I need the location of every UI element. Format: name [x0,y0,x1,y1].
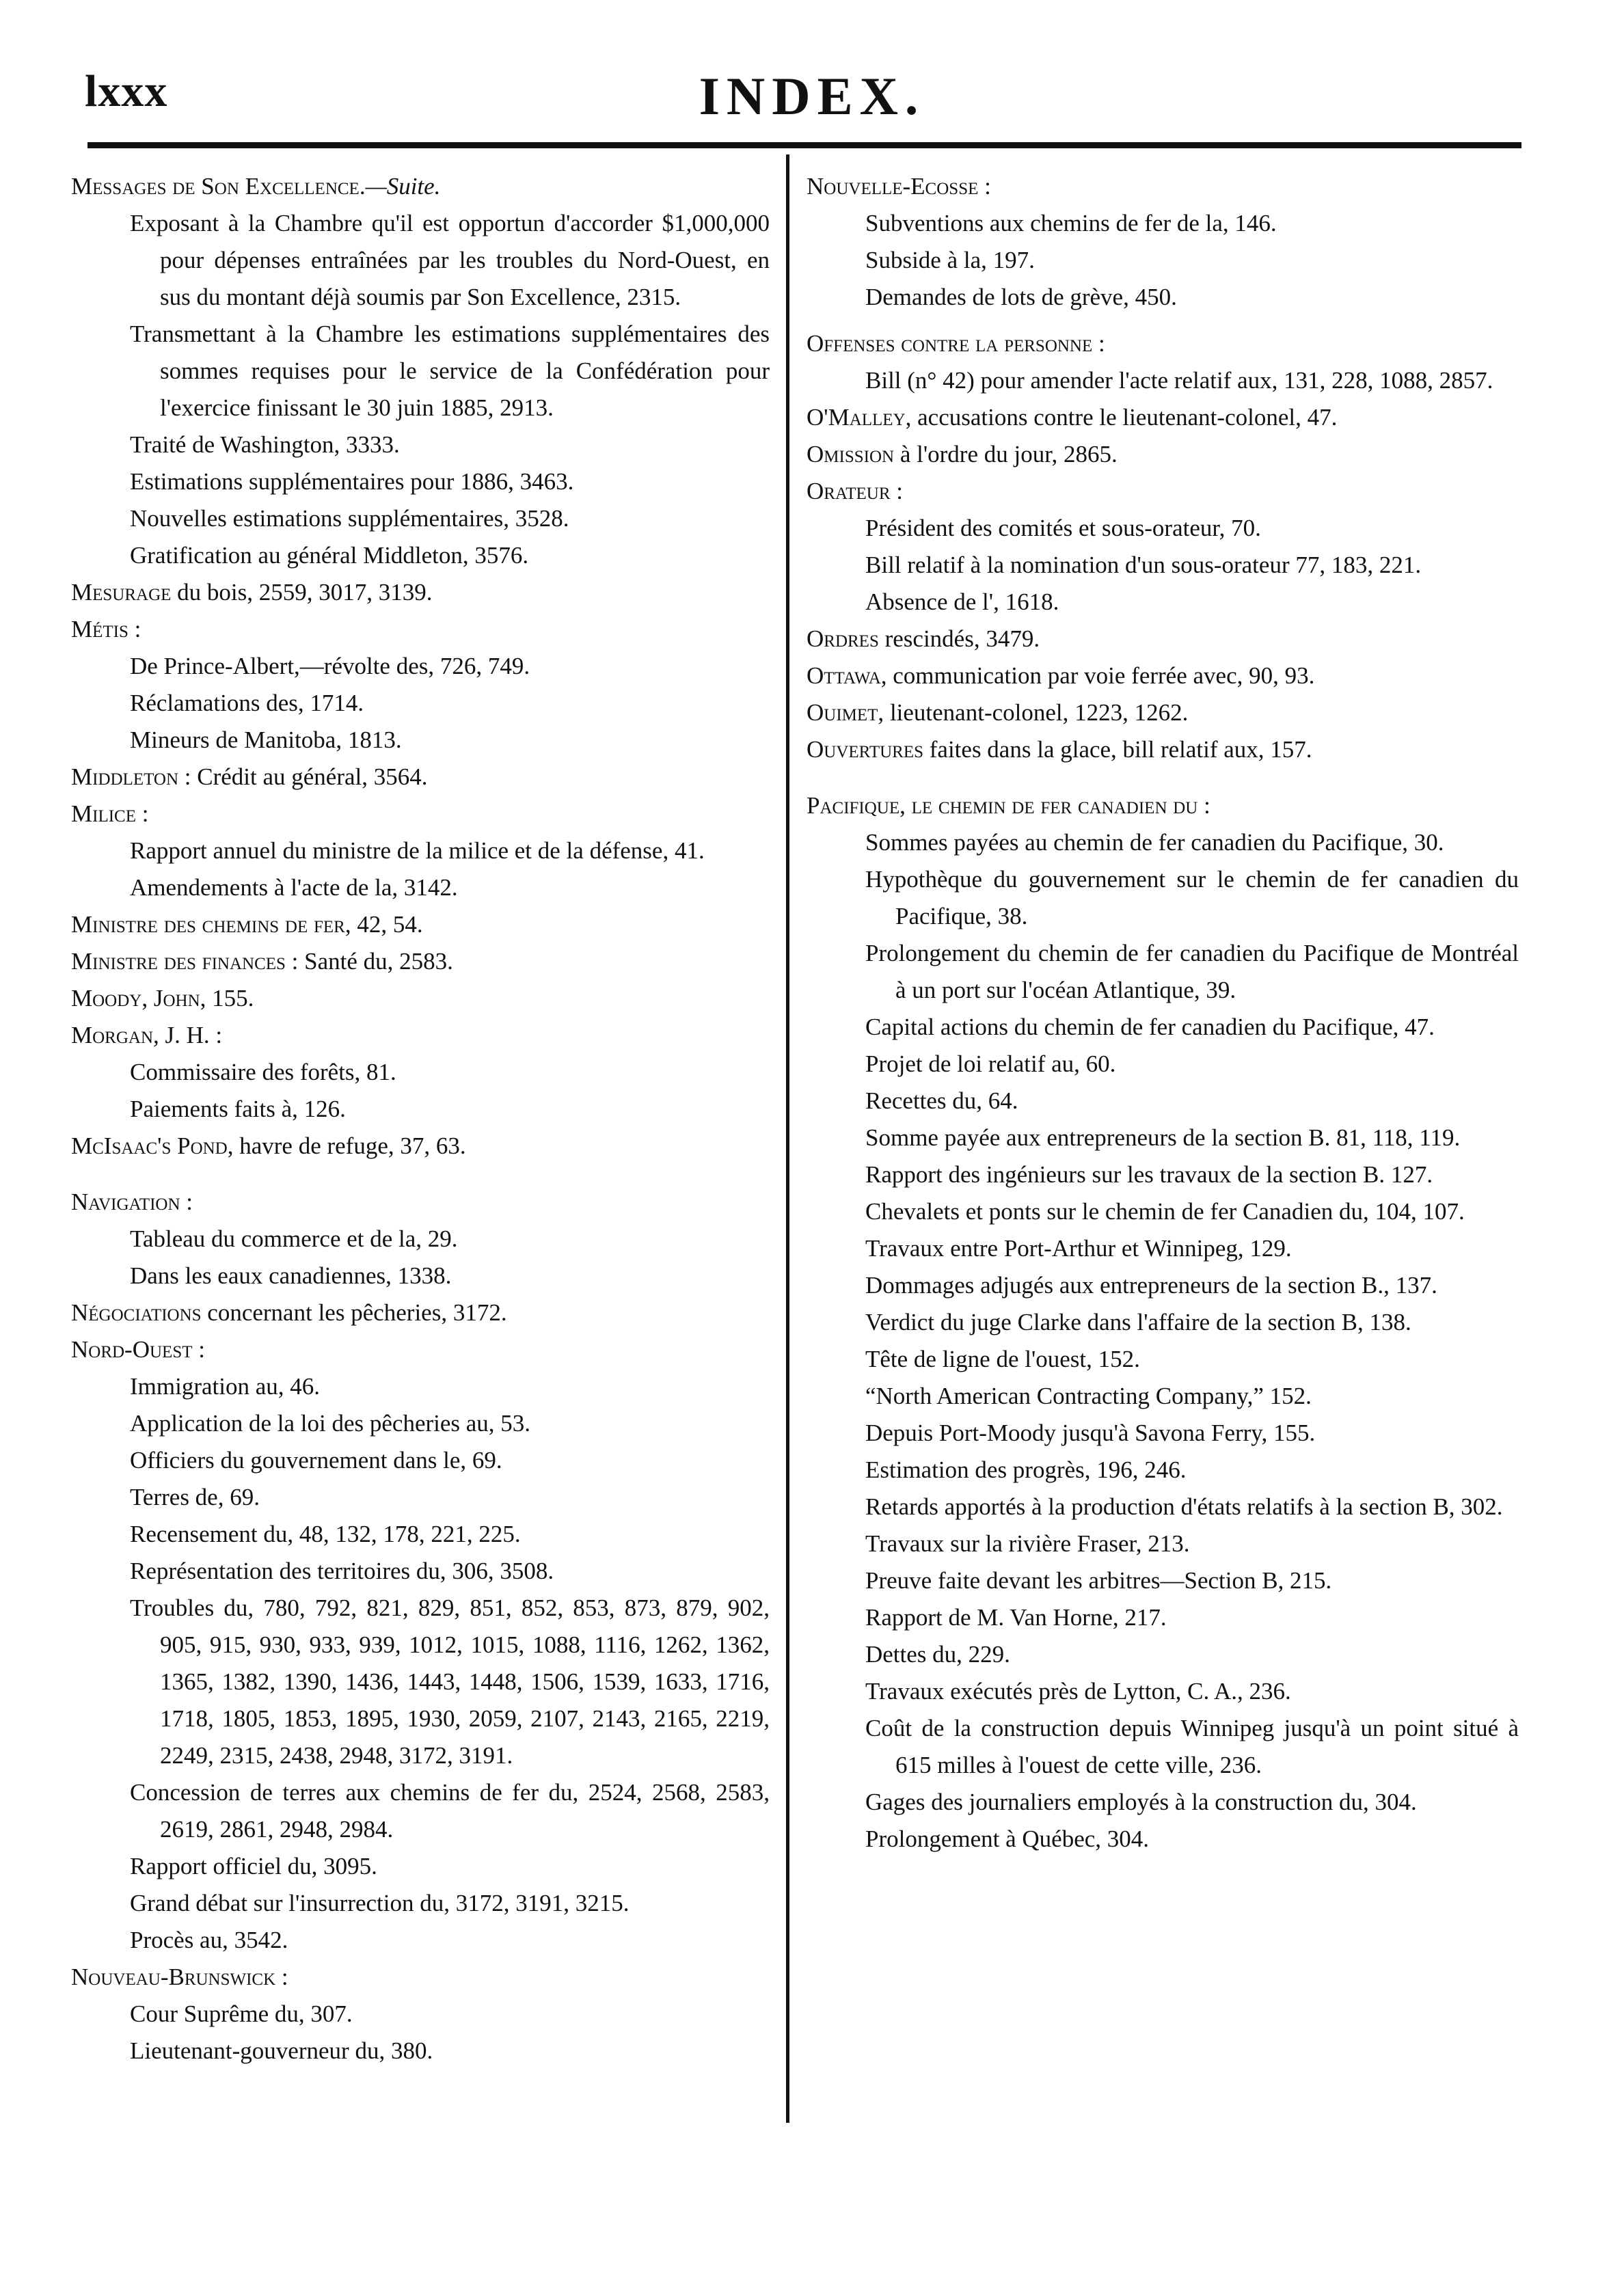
entry-head: Offenses contre la personne [807,330,1093,357]
entry-head: Ministre des finances [71,948,286,975]
index-entry-moody [71,980,770,1017]
entry-head: Ministre des chemins de fer, [71,911,351,938]
entry-text: concernant les pêcheries, 3172. [201,1299,507,1326]
index-subentry: Subside à la, 197. [865,247,1035,273]
index-subentry: Gages des journaliers employés à la construction du, 304. [865,1789,1417,1815]
entry-suffix: —Suite. [365,173,441,200]
index-subentry: Hypothèque du gouvernement sur le chemin de fer canadien du Pacifique, 38. [865,866,1519,929]
pacifique-subentries [807,824,1519,1858]
entry-suffix: : [1197,792,1210,819]
running-title: INDEX. [699,66,925,126]
index-subentry: Concession de terres aux chemins de fer du, 2524, 2568, 2583, 2619, 2861, 2948, 2984. [130,1779,770,1843]
column-divider [786,154,789,2123]
index-subentry: Chevalets et ponts sur le chemin de fer Canadien du, 104, 107. [865,1198,1465,1225]
index-subentry: Traité de Washington, 3333. [130,431,400,458]
index-entry-ministre-chemins [71,906,770,943]
index-subentry: Président des comités et sous-orateur, 70. [865,515,1261,541]
nouveau-brunswick-subentries [71,1996,770,2069]
index-subentry: Estimations supplémentaires pour 1886, 3463. [130,468,574,495]
index-subentry: Tête de ligne de l'ouest, 152. [865,1346,1140,1372]
index-subentry: Cour Suprême du, 307. [130,2000,353,2027]
index-subentry: Retards apportés à la production d'états relatifs à la section B, 302. [865,1493,1503,1520]
entry-text: lieutenant-colonel, 1223, 1262. [884,699,1189,726]
index-subentry: Prolongement à Québec, 304. [865,1826,1150,1852]
index-subentry: Dettes du, 229. [865,1641,1010,1668]
entry-head: Middleton [71,763,179,790]
index-subentry: Transmettant à la Chambre les estimations supplémentaires des sommes requises pour le service de la Confédération pour l'exercice finissant le 30 juin 1885, 2913. [130,321,770,421]
index-entry-offenses [807,325,1519,362]
milice-subentries [71,832,770,906]
entry-text: accusations contre le lieutenant-colonel, 47. [911,404,1338,431]
index-subentry: Grand débat sur l'insurrection du, 3172, 3191, 3215. [130,1890,630,1916]
entry-text: communication par voie ferrée avec, 90, 93. [887,662,1315,689]
entry-head: Milice [71,800,136,827]
index-subentry: Application de la loi des pêcheries au, 53. [130,1410,531,1437]
entry-suffix: : [890,478,903,504]
entry-head: Nouvelle-Ecosse [807,173,979,200]
index-entry-morgan [71,1017,770,1054]
entry-head: Ouvertures [807,736,924,763]
index-subentry: De Prince-Albert,—révolte des, 726, 749. [130,653,530,679]
entry-suffix: J. H. : [159,1022,223,1048]
metis-subentries [71,648,770,759]
index-entry-omalley [807,399,1519,436]
index-subentry: Rapport de M. Van Horne, 217. [865,1604,1167,1631]
index-entry-milice [71,796,770,832]
index-subentry: Travaux sur la rivière Fraser, 213. [865,1530,1190,1557]
index-subentry: Rapport officiel du, 3095. [130,1853,377,1879]
index-subentry: Travaux exécutés près de Lytton, C. A., 236. [865,1678,1291,1705]
index-subentry: Procès au, 3542. [130,1927,288,1953]
entry-text: havre de refuge, 37, 63. [233,1132,466,1159]
entry-head: Omission [807,441,895,467]
index-subentry: Paiements faits à, 126. [130,1096,346,1122]
morgan-subentries [71,1054,770,1128]
entry-head: Ouimet, [807,699,884,726]
index-entry-metis [71,611,770,648]
index-subentry: Tableau du commerce et de la, 29. [130,1225,458,1252]
index-subentry: Commissaire des forêts, 81. [130,1059,396,1085]
index-subentry: Estimation des progrès, 196, 246. [865,1456,1187,1483]
entry-suffix: : [275,1964,288,1990]
index-subentry: Bill relatif à la nomination d'un sous-orateur 77, 183, 221. [865,552,1422,578]
index-subentry: Somme payée aux entrepreneurs de la section B. 81, 118, 119. [865,1124,1461,1151]
entry-head: Pacifique, le chemin de fer canadien du [807,792,1198,819]
index-subentry: Travaux entre Port-Arthur et Winnipeg, 129. [865,1235,1292,1262]
header-rule [87,142,1521,148]
index-entry-nouveau-brunswick [71,1959,770,1996]
index-subentry: Recettes du, 64. [865,1087,1018,1114]
entry-head: O'Malley, [807,404,912,431]
index-subentry: Sommes payées au chemin de fer canadien du Pacifique, 30. [865,829,1444,856]
entry-suffix: : [180,1189,193,1215]
entry-text: rescindés, 3479. [878,625,1040,652]
left-column [71,168,770,2069]
entry-suffix: : [1092,330,1105,357]
index-entry-ordres [807,621,1519,657]
index-subentry: Gratification au général Middleton, 3576. [130,542,529,569]
index-subentry: Absence de l', 1618. [865,588,1059,615]
index-subentry: Terres de, 69. [130,1484,260,1510]
entry-suffix: : [136,800,149,827]
index-entry-messages [71,168,770,205]
entry-suffix: : [978,173,991,200]
navigation-subentries [71,1221,770,1294]
entry-head: Ordres [807,625,879,652]
entry-suffix: : [128,616,141,642]
index-subentry: Demandes de lots de grève, 450. [865,284,1177,310]
index-subentry: Réclamations des, 1714. [130,690,364,716]
page-number: lxxx [85,66,168,116]
entry-text: 42, 54. [351,911,423,938]
index-subentry: Exposant à la Chambre qu'il est opportun d'accorder $1,000,000 pour dépenses entraînées par les troubles du Nord-Ouest, en sus du montant déjà soumis par Son Excellence, 2315. [130,210,770,310]
entry-head: Navigation [71,1189,180,1215]
entry-head: Orateur [807,478,891,504]
index-subentry: Coût de la construction depuis Winnipeg jusqu'à un point situé à 615 milles à l'ouest de cette ville, 236. [865,1715,1519,1778]
index-subentry: Dommages adjugés aux entrepreneurs de la section B., 137. [865,1272,1437,1299]
entry-head: Nouveau-Brunswick [71,1964,276,1990]
index-entry-pacifique [807,787,1519,824]
index-subentry: Bill (n° 42) pour amender l'acte relatif aux, 131, 228, 1088, 2857. [865,367,1493,394]
entry-text: : Santé du, 2583. [285,948,453,975]
entry-head: Ottawa, [807,662,887,689]
entry-head: Métis [71,616,128,642]
index-entry-ouvertures [807,731,1519,768]
index-entry-ottawa [807,657,1519,694]
nord-ouest-subentries [71,1368,770,1959]
index-entry-omission [807,436,1519,473]
entry-text: 155. [206,985,254,1012]
index-entry-nouvelle-ecosse [807,168,1519,205]
offenses-subentries [807,362,1519,399]
index-subentry: Mineurs de Manitoba, 1813. [130,727,402,753]
index-entry-mesurage [71,574,770,611]
entry-text: à l'ordre du jour, 2865. [894,441,1118,467]
entry-head: Moody, John, [71,985,206,1012]
index-subentry: Capital actions du chemin de fer canadien du Pacifique, 47. [865,1014,1435,1040]
index-subentry: Projet de loi relatif au, 60. [865,1050,1116,1077]
entry-text: du bois, 2559, 3017, 3139. [171,579,433,606]
index-subentry: Immigration au, 46. [130,1373,321,1400]
entry-text: faites dans la glace, bill relatif aux, 157. [923,736,1312,763]
messages-subentries [71,205,770,574]
index-entry-ouimet [807,694,1519,731]
index-entry-mcisaac [71,1128,770,1165]
entry-head: Nord-Ouest [71,1336,193,1363]
index-subentry: Preuve faite devant les arbitres—Section B, 215. [865,1567,1332,1594]
orateur-subentries [807,510,1519,621]
index-subentry: Lieutenant-gouverneur du, 380. [130,2037,433,2064]
entry-head: Messages de Son Excellence. [71,173,366,200]
right-column [807,168,1519,1858]
index-entry-ministre-finances [71,943,770,980]
index-subentry: Amendements à l'acte de la, 3142. [130,874,458,901]
entry-head: Morgan, [71,1022,159,1048]
index-subentry: “North American Contracting Company,” 152. [865,1383,1312,1409]
index-subentry: Rapport des ingénieurs sur les travaux de la section B. 127. [865,1161,1433,1188]
index-entry-middleton [71,759,770,796]
index-subentry: Verdict du juge Clarke dans l'affaire de la section B, 138. [865,1309,1411,1335]
index-subentry: Subventions aux chemins de fer de la, 146. [865,210,1277,236]
index-subentry: Dans les eaux canadiennes, 1338. [130,1262,452,1289]
entry-suffix: : [192,1336,205,1363]
index-entry-nord-ouest [71,1331,770,1368]
index-entry-navigation [71,1184,770,1221]
index-subentry: Recensement du, 48, 132, 178, 221, 225. [130,1521,521,1547]
index-subentry: Depuis Port-Moody jusqu'à Savona Ferry, 155. [865,1420,1316,1446]
index-subentry: Représentation des territoires du, 306, 3508. [130,1558,554,1584]
index-subentry: Rapport annuel du ministre de la milice et de la défense, 41. [130,837,705,864]
entry-head: Négociations [71,1299,202,1326]
index-entry-orateur [807,473,1519,510]
index-entry-negociations [71,1294,770,1331]
index-subentry: Prolongement du chemin de fer canadien du Pacifique de Montréal à un port sur l'océan Atlantique, 39. [865,940,1519,1003]
entry-head: Mesurage [71,579,172,606]
index-subentry: Nouvelles estimations supplémentaires, 3528. [130,505,569,532]
index-subentry: Officiers du gouvernement dans le, 69. [130,1447,502,1474]
entry-text: : Crédit au général, 3564. [178,763,428,790]
nouvelle-ecosse-subentries [807,205,1519,316]
entry-head: McIsaac's Pond, [71,1132,234,1159]
index-subentry: Troubles du, 780, 792, 821, 829, 851, 852, 853, 873, 879, 902, 905, 915, 930, 933, 939, 1012, 1015, 1088, 1116, 1262, 1362, 1365, 1382, 1390, 1436, 1443, 1448, 1506, 1539, 1633, 1716, 1718, 1805, 1853, 1895, 1930, 2059, 2107, 2143, 2165, 2219, 2249, 2315, 2438, 2948, 3172, 3191. [130,1594,770,1769]
